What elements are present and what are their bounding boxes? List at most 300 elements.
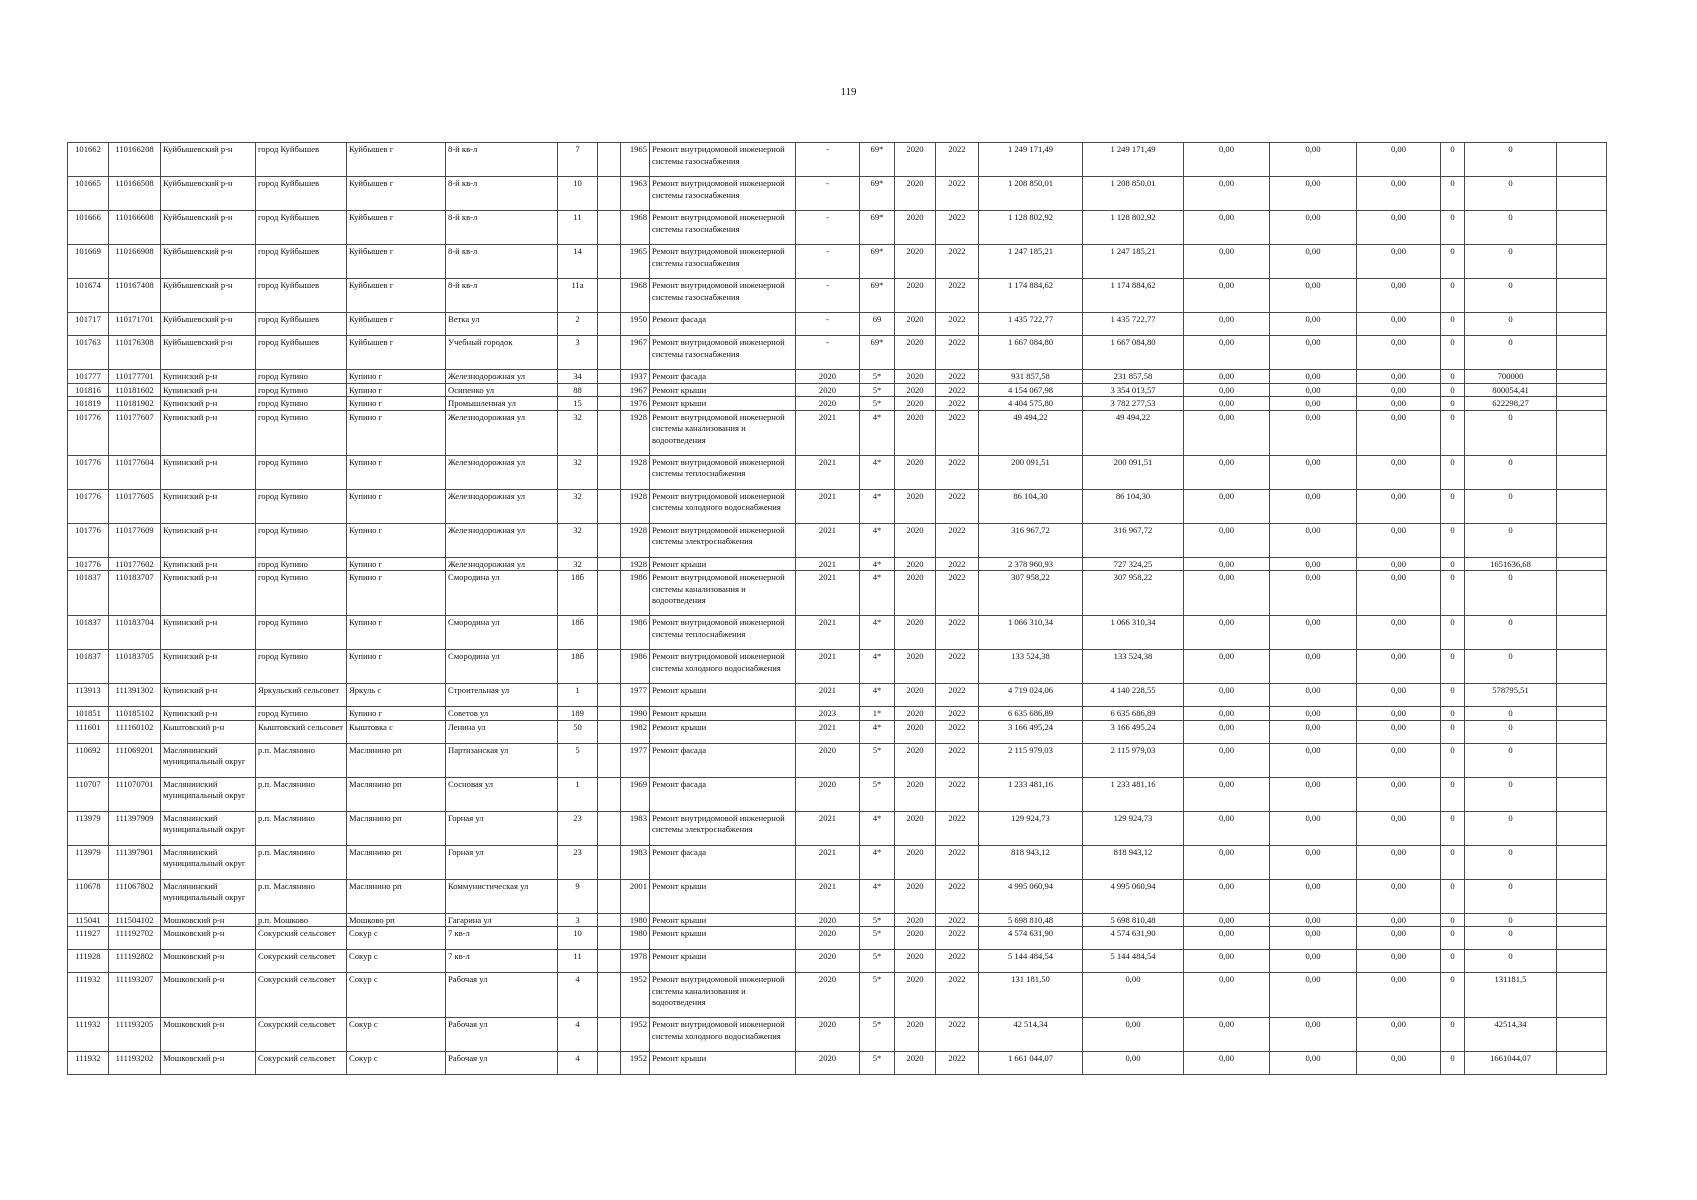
cell-regional-funds: 0,00: [1270, 684, 1357, 707]
cell-locality: Маслянино рп: [347, 879, 446, 913]
cell-house-id: 101763: [68, 336, 109, 370]
cell-floors: 5*: [860, 397, 895, 411]
cell-other-funds: 0: [1441, 383, 1465, 397]
cell-floors: 4*: [860, 720, 895, 743]
cell-local-funds: 0,00: [1357, 720, 1441, 743]
cell-end-year: 2022: [936, 143, 979, 177]
cell-total-cost: 1 174 884,62: [979, 279, 1083, 313]
cell-owner-funds: 622298,27: [1465, 397, 1557, 411]
cell-end-year: 2022: [936, 950, 979, 973]
table-row: [68, 370, 1607, 384]
table-row: [68, 211, 1607, 245]
cell-total-cost: 818 943,12: [979, 845, 1083, 879]
cell-plan-year: -: [796, 336, 860, 370]
cell-building: [598, 211, 621, 245]
cell-locality: Маслянино рп: [347, 743, 446, 777]
cell-total-cost: 1 435 722,77: [979, 313, 1083, 336]
cell-street: 8-й кв-л: [446, 211, 558, 245]
cell-plan-year: 2020: [796, 397, 860, 411]
cell-regional-funds: 0,00: [1270, 211, 1357, 245]
cell-end-year: 2022: [936, 616, 979, 650]
cell-start-year: 2020: [895, 571, 936, 616]
cell-start-year: 2020: [895, 279, 936, 313]
cell-regional-funds: 0,00: [1270, 557, 1357, 571]
cell-house-number: 18б: [558, 616, 598, 650]
cell-owner-funds: 0: [1465, 845, 1557, 879]
cell-house-id: 101776: [68, 557, 109, 571]
cell-street: 7 кв-л: [446, 927, 558, 950]
cell-year-built: 1952: [621, 973, 650, 1018]
cell-local-funds: 0,00: [1357, 811, 1441, 845]
table-row: [68, 143, 1607, 177]
cell-house-id: 101851: [68, 707, 109, 721]
cell-object-id: 111193202: [109, 1052, 161, 1075]
cell-start-year: 2020: [895, 811, 936, 845]
cell-year-built: 1952: [621, 1018, 650, 1052]
cell-municipality: город Куйбышев: [256, 177, 347, 211]
cell-local-funds: 0,00: [1357, 616, 1441, 650]
cell-federal-funds: 0,00: [1184, 279, 1270, 313]
cell-total-cost: 4 995 060,94: [979, 879, 1083, 913]
cell-plan-year: 2021: [796, 616, 860, 650]
cell-municipality: р.п. Маслянино: [256, 879, 347, 913]
cell-house-number: 1: [558, 684, 598, 707]
cell-total-cost: 1 233 481,16: [979, 777, 1083, 811]
cell-regional-funds: 0,00: [1270, 720, 1357, 743]
cell-local-funds: 0,00: [1357, 650, 1441, 684]
cell-end-year: 2022: [936, 650, 979, 684]
cell-municipality: город Куйбышев: [256, 211, 347, 245]
cell-owner-funds: 0: [1465, 410, 1557, 455]
cell-start-year: 2020: [895, 1018, 936, 1052]
cell-object-id: 110166908: [109, 245, 161, 279]
cell-other-funds: 0: [1441, 313, 1465, 336]
table-row: [68, 279, 1607, 313]
cell-fund-cost: 316 967,72: [1083, 523, 1184, 557]
cell-other-funds: 0: [1441, 743, 1465, 777]
cell-start-year: 2020: [895, 845, 936, 879]
cell-plan-year: 2021: [796, 489, 860, 523]
cell-notes: [1557, 397, 1607, 411]
cell-district: Купинский р-н: [161, 370, 256, 384]
cell-federal-funds: 0,00: [1184, 245, 1270, 279]
cell-object-id: 110171701: [109, 313, 161, 336]
cell-owner-funds: 42514,34: [1465, 1018, 1557, 1052]
cell-fund-cost: 307 958,22: [1083, 571, 1184, 616]
cell-municipality: город Купино: [256, 650, 347, 684]
cell-locality: Маслянино рп: [347, 777, 446, 811]
cell-house-id: 111601: [68, 720, 109, 743]
cell-street: Железнодорожная ул: [446, 370, 558, 384]
cell-other-funds: 0: [1441, 950, 1465, 973]
cell-district: Кыштовский р-н: [161, 720, 256, 743]
cell-federal-funds: 0,00: [1184, 720, 1270, 743]
cell-fund-cost: 1 247 185,21: [1083, 245, 1184, 279]
cell-year-built: 1968: [621, 211, 650, 245]
table-row: [68, 950, 1607, 973]
cell-local-funds: 0,00: [1357, 397, 1441, 411]
cell-end-year: 2022: [936, 245, 979, 279]
table-row: [68, 720, 1607, 743]
cell-fund-cost: 4 574 631,90: [1083, 927, 1184, 950]
cell-owner-funds: 0: [1465, 650, 1557, 684]
cell-house-id: 101777: [68, 370, 109, 384]
cell-notes: [1557, 177, 1607, 211]
cell-object-id: 110166208: [109, 143, 161, 177]
cell-district: Куйбышевский р-н: [161, 279, 256, 313]
cell-start-year: 2020: [895, 927, 936, 950]
cell-other-funds: 0: [1441, 557, 1465, 571]
cell-locality: Куйбышев г: [347, 313, 446, 336]
cell-year-built: 1952: [621, 1052, 650, 1075]
cell-total-cost: 200 091,51: [979, 455, 1083, 489]
cell-fund-cost: 200 091,51: [1083, 455, 1184, 489]
cell-other-funds: 0: [1441, 811, 1465, 845]
cell-end-year: 2022: [936, 557, 979, 571]
cell-owner-funds: 800054,41: [1465, 383, 1557, 397]
cell-object-id: 110177605: [109, 489, 161, 523]
cell-year-built: 1965: [621, 245, 650, 279]
cell-municipality: город Купино: [256, 489, 347, 523]
cell-floors: 4*: [860, 571, 895, 616]
cell-local-funds: 0,00: [1357, 879, 1441, 913]
cell-work-type: Ремонт крыши: [650, 927, 796, 950]
cell-house-id: 101665: [68, 177, 109, 211]
cell-start-year: 2020: [895, 370, 936, 384]
cell-local-funds: 0,00: [1357, 913, 1441, 927]
cell-fund-cost: 1 174 884,62: [1083, 279, 1184, 313]
cell-district: Мошковский р-н: [161, 927, 256, 950]
cell-district: Маслянинский муниципальный округ: [161, 845, 256, 879]
cell-house-number: 11: [558, 211, 598, 245]
cell-owner-funds: 0: [1465, 616, 1557, 650]
cell-total-cost: 1 208 850,01: [979, 177, 1083, 211]
cell-work-type: Ремонт внутридомовой инженерной системы канализования и водоотведения: [650, 973, 796, 1018]
cell-floors: 4*: [860, 650, 895, 684]
cell-end-year: 2022: [936, 489, 979, 523]
cell-work-type: Ремонт крыши: [650, 879, 796, 913]
cell-owner-funds: 0: [1465, 245, 1557, 279]
cell-other-funds: 0: [1441, 1018, 1465, 1052]
cell-end-year: 2022: [936, 684, 979, 707]
table-row: [68, 616, 1607, 650]
cell-floors: 5*: [860, 743, 895, 777]
cell-house-number: 11: [558, 950, 598, 973]
cell-plan-year: 2021: [796, 845, 860, 879]
cell-other-funds: 0: [1441, 707, 1465, 721]
cell-house-number: 10: [558, 927, 598, 950]
cell-start-year: 2020: [895, 313, 936, 336]
table-row: [68, 383, 1607, 397]
cell-end-year: 2022: [936, 879, 979, 913]
cell-plan-year: 2021: [796, 455, 860, 489]
cell-building: [598, 410, 621, 455]
cell-municipality: р.п. Маслянино: [256, 845, 347, 879]
cell-end-year: 2022: [936, 973, 979, 1018]
cell-house-number: 10: [558, 177, 598, 211]
cell-total-cost: 2 378 960,93: [979, 557, 1083, 571]
cell-year-built: 1982: [621, 720, 650, 743]
cell-district: Купинский р-н: [161, 489, 256, 523]
cell-plan-year: 2020: [796, 370, 860, 384]
cell-regional-funds: 0,00: [1270, 811, 1357, 845]
table-row: [68, 455, 1607, 489]
cell-plan-year: 2020: [796, 1018, 860, 1052]
cell-house-id: 101837: [68, 571, 109, 616]
cell-district: Купинский р-н: [161, 650, 256, 684]
cell-street: Смородина ул: [446, 571, 558, 616]
cell-other-funds: 0: [1441, 455, 1465, 489]
cell-municipality: р.п. Маслянино: [256, 811, 347, 845]
cell-municipality: Сокурский сельсовет: [256, 1018, 347, 1052]
cell-object-id: 111397909: [109, 811, 161, 845]
cell-notes: [1557, 383, 1607, 397]
cell-locality: Куйбышев г: [347, 177, 446, 211]
cell-building: [598, 313, 621, 336]
cell-building: [598, 489, 621, 523]
cell-house-id: 101669: [68, 245, 109, 279]
cell-owner-funds: 0: [1465, 336, 1557, 370]
cell-plan-year: 2020: [796, 743, 860, 777]
cell-regional-funds: 0,00: [1270, 1052, 1357, 1075]
cell-locality: Сокур с: [347, 1052, 446, 1075]
cell-notes: [1557, 879, 1607, 913]
cell-other-funds: 0: [1441, 523, 1465, 557]
cell-year-built: 1980: [621, 913, 650, 927]
cell-building: [598, 336, 621, 370]
cell-floors: 69*: [860, 177, 895, 211]
cell-district: Мошковский р-н: [161, 1018, 256, 1052]
cell-municipality: город Купино: [256, 616, 347, 650]
cell-house-number: 14: [558, 245, 598, 279]
cell-district: Купинский р-н: [161, 557, 256, 571]
cell-locality: Сокур с: [347, 973, 446, 1018]
cell-year-built: 1983: [621, 845, 650, 879]
cell-local-funds: 0,00: [1357, 279, 1441, 313]
cell-notes: [1557, 707, 1607, 721]
cell-floors: 5*: [860, 950, 895, 973]
cell-regional-funds: 0,00: [1270, 879, 1357, 913]
cell-federal-funds: 0,00: [1184, 707, 1270, 721]
cell-municipality: город Купино: [256, 397, 347, 411]
table-row: [68, 336, 1607, 370]
cell-district: Купинский р-н: [161, 571, 256, 616]
cell-locality: Кыштовка с: [347, 720, 446, 743]
cell-house-id: 111932: [68, 1052, 109, 1075]
cell-year-built: 2001: [621, 879, 650, 913]
cell-start-year: 2020: [895, 973, 936, 1018]
cell-other-funds: 0: [1441, 1052, 1465, 1075]
cell-work-type: Ремонт фасада: [650, 313, 796, 336]
cell-fund-cost: 1 249 171,49: [1083, 143, 1184, 177]
cell-district: Маслянинский муниципальный округ: [161, 743, 256, 777]
cell-regional-funds: 0,00: [1270, 245, 1357, 279]
cell-start-year: 2020: [895, 397, 936, 411]
cell-street: Ленина ул: [446, 720, 558, 743]
cell-start-year: 2020: [895, 245, 936, 279]
cell-municipality: город Купино: [256, 707, 347, 721]
cell-work-type: Ремонт крыши: [650, 684, 796, 707]
cell-object-id: 110177604: [109, 455, 161, 489]
cell-work-type: Ремонт фасада: [650, 845, 796, 879]
cell-other-funds: 0: [1441, 279, 1465, 313]
cell-total-cost: 1 249 171,49: [979, 143, 1083, 177]
cell-fund-cost: 1 066 310,34: [1083, 616, 1184, 650]
cell-work-type: Ремонт внутридомовой инженерной системы холодного водоснабжения: [650, 489, 796, 523]
cell-building: [598, 913, 621, 927]
cell-start-year: 2020: [895, 707, 936, 721]
table-row: [68, 811, 1607, 845]
cell-total-cost: 1 667 084,80: [979, 336, 1083, 370]
cell-floors: 4*: [860, 557, 895, 571]
cell-plan-year: 2021: [796, 650, 860, 684]
cell-fund-cost: 49 494,22: [1083, 410, 1184, 455]
cell-year-built: 1928: [621, 410, 650, 455]
cell-street: 8-й кв-л: [446, 143, 558, 177]
cell-regional-funds: 0,00: [1270, 455, 1357, 489]
table-row: [68, 913, 1607, 927]
cell-building: [598, 523, 621, 557]
cell-federal-funds: 0,00: [1184, 879, 1270, 913]
cell-notes: [1557, 143, 1607, 177]
cell-district: Мошковский р-н: [161, 1052, 256, 1075]
cell-owner-funds: 0: [1465, 313, 1557, 336]
cell-owner-funds: 0: [1465, 523, 1557, 557]
cell-notes: [1557, 743, 1607, 777]
cell-building: [598, 684, 621, 707]
cell-end-year: 2022: [936, 720, 979, 743]
cell-fund-cost: 1 667 084,80: [1083, 336, 1184, 370]
cell-fund-cost: 3 354 013,57: [1083, 383, 1184, 397]
cell-house-id: 111927: [68, 927, 109, 950]
cell-district: Куйбышевский р-н: [161, 245, 256, 279]
cell-other-funds: 0: [1441, 143, 1465, 177]
cell-federal-funds: 0,00: [1184, 811, 1270, 845]
cell-object-id: 111192702: [109, 927, 161, 950]
cell-notes: [1557, 279, 1607, 313]
cell-floors: 4*: [860, 523, 895, 557]
cell-building: [598, 950, 621, 973]
cell-other-funds: 0: [1441, 684, 1465, 707]
cell-object-id: 110183705: [109, 650, 161, 684]
cell-year-built: 1950: [621, 313, 650, 336]
cell-object-id: 111391302: [109, 684, 161, 707]
cell-plan-year: 2021: [796, 811, 860, 845]
cell-object-id: 110181902: [109, 397, 161, 411]
cell-municipality: город Куйбышев: [256, 143, 347, 177]
cell-start-year: 2020: [895, 143, 936, 177]
cell-object-id: 111504102: [109, 913, 161, 927]
cell-end-year: 2022: [936, 927, 979, 950]
cell-total-cost: 3 166 495,24: [979, 720, 1083, 743]
cell-other-funds: 0: [1441, 336, 1465, 370]
cell-object-id: 111397901: [109, 845, 161, 879]
cell-work-type: Ремонт крыши: [650, 707, 796, 721]
cell-other-funds: 0: [1441, 879, 1465, 913]
cell-total-cost: 42 514,34: [979, 1018, 1083, 1052]
cell-federal-funds: 0,00: [1184, 743, 1270, 777]
table-row: [68, 397, 1607, 411]
cell-federal-funds: 0,00: [1184, 489, 1270, 523]
cell-floors: 69*: [860, 211, 895, 245]
cell-work-type: Ремонт внутридомовой инженерной системы газоснабжения: [650, 245, 796, 279]
cell-house-id: 101674: [68, 279, 109, 313]
cell-fund-cost: 5 144 484,54: [1083, 950, 1184, 973]
cell-building: [598, 927, 621, 950]
cell-end-year: 2022: [936, 523, 979, 557]
cell-start-year: 2020: [895, 455, 936, 489]
cell-district: Маслянинский муниципальный округ: [161, 811, 256, 845]
cell-building: [598, 143, 621, 177]
cell-total-cost: 49 494,22: [979, 410, 1083, 455]
cell-plan-year: 2021: [796, 684, 860, 707]
cell-start-year: 2020: [895, 950, 936, 973]
cell-notes: [1557, 720, 1607, 743]
cell-total-cost: 131 181,50: [979, 973, 1083, 1018]
table-row: [68, 707, 1607, 721]
cell-municipality: Сокурский сельсовет: [256, 950, 347, 973]
cell-end-year: 2022: [936, 707, 979, 721]
cell-owner-funds: 131181,5: [1465, 973, 1557, 1018]
table-row: [68, 489, 1607, 523]
cell-municipality: город Куйбышев: [256, 313, 347, 336]
cell-house-id: 111928: [68, 950, 109, 973]
cell-street: Смородина ул: [446, 650, 558, 684]
cell-fund-cost: 1 128 802,92: [1083, 211, 1184, 245]
cell-federal-funds: 0,00: [1184, 523, 1270, 557]
cell-local-funds: 0,00: [1357, 950, 1441, 973]
cell-notes: [1557, 410, 1607, 455]
cell-owner-funds: 700000: [1465, 370, 1557, 384]
cell-work-type: Ремонт внутридомовой инженерной системы газоснабжения: [650, 143, 796, 177]
cell-fund-cost: 0,00: [1083, 973, 1184, 1018]
cell-owner-funds: 0: [1465, 777, 1557, 811]
cell-end-year: 2022: [936, 313, 979, 336]
cell-year-built: 1977: [621, 684, 650, 707]
cell-street: Сосновая ул: [446, 777, 558, 811]
cell-house-number: 5: [558, 743, 598, 777]
cell-locality: Сокур с: [347, 927, 446, 950]
table-row: [68, 650, 1607, 684]
cell-owner-funds: 0: [1465, 707, 1557, 721]
cell-house-id: 110707: [68, 777, 109, 811]
cell-locality: Сокур с: [347, 1018, 446, 1052]
cell-building: [598, 571, 621, 616]
cell-work-type: Ремонт крыши: [650, 557, 796, 571]
cell-floors: 4*: [860, 879, 895, 913]
cell-street: Железнодорожная ул: [446, 489, 558, 523]
cell-federal-funds: 0,00: [1184, 845, 1270, 879]
cell-work-type: Ремонт внутридомовой инженерной системы теплоснабжения: [650, 455, 796, 489]
cell-local-funds: 0,00: [1357, 684, 1441, 707]
cell-local-funds: 0,00: [1357, 845, 1441, 879]
cell-year-built: 1986: [621, 571, 650, 616]
cell-locality: Яркуль с: [347, 684, 446, 707]
cell-other-funds: 0: [1441, 913, 1465, 927]
cell-work-type: Ремонт внутридомовой инженерной системы канализования и водоотведения: [650, 571, 796, 616]
cell-notes: [1557, 336, 1607, 370]
cell-regional-funds: 0,00: [1270, 973, 1357, 1018]
cell-regional-funds: 0,00: [1270, 177, 1357, 211]
cell-local-funds: 0,00: [1357, 571, 1441, 616]
cell-locality: Купино г: [347, 707, 446, 721]
cell-street: 8-й кв-л: [446, 245, 558, 279]
cell-work-type: Ремонт крыши: [650, 950, 796, 973]
cell-floors: 4*: [860, 489, 895, 523]
cell-house-number: 2: [558, 313, 598, 336]
cell-work-type: Ремонт крыши: [650, 720, 796, 743]
cell-building: [598, 397, 621, 411]
